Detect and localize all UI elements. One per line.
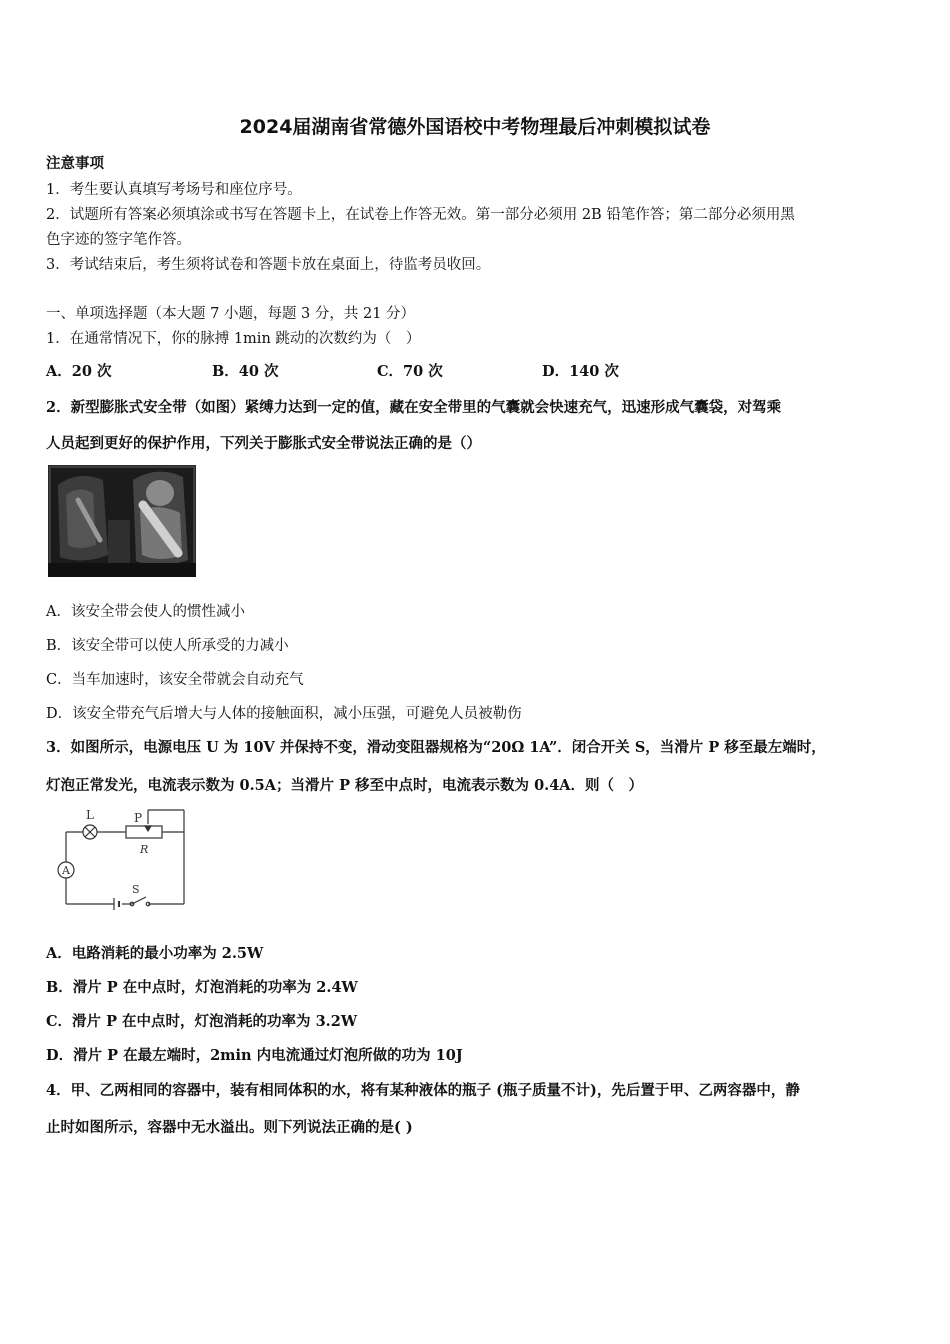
question-3-option-b: B．滑片 P 在中点时，灯泡消耗的功率为 2.4W: [46, 979, 358, 996]
question-4-stem: 止时如图所示，容器中无水溢出。则下列说法正确的是( ): [46, 1119, 413, 1136]
question-2-option-c: C．当车加速时，该安全带就会自动充气: [46, 672, 304, 688]
option-c: C．70 次: [377, 363, 443, 380]
question-1-stem: 1．在通常情况下，你的脉搏 1min 跳动的次数约为（ ）: [46, 331, 421, 347]
notice-line: 2．试题所有答案必须填涂或书写在答题卡上，在试卷上作答无效。第一部分必须用 2B 铅笔作答；第二部分必须用黑: [46, 207, 795, 223]
circuit-diagram: [52, 806, 192, 916]
slider-label: P: [134, 811, 143, 825]
question-2-stem: 2．新型膨胀式安全带（如图）紧缚力达到一定的值，藏在安全带里的气囊就会快速充气，迅速形成气囊袋，对驾乘: [46, 399, 782, 416]
question-3-stem: 3．如图所示，电源电压 U 为 10V 并保持不变，滑动变阻器规格为“20Ω 1A”．闭合开关 S，当滑片 P 移至最左端时，: [46, 739, 826, 756]
question-4-stem: 4．甲、乙两相同的容器中，装有相同体积的水，将有某种液体的瓶子 (瓶子质量不计)，先后置于甲、乙两容器中，静: [46, 1082, 800, 1099]
question-3-stem: 灯泡正常发光，电流表示数为 0.5A；当滑片 P 移至中点时，电流表示数为 0.4A．则（ ）: [46, 777, 644, 794]
exam-title: 2024届湖南省常德外国语校中考物理最后冲刺模拟试卷: [239, 116, 711, 138]
question-2-option-a: A．该安全带会使人的惯性减小: [46, 604, 245, 620]
resistor-label: R: [140, 843, 149, 856]
option-b: B．40 次: [212, 363, 279, 380]
question-3-option-a: A．电路消耗的最小功率为 2.5W: [46, 945, 264, 962]
notice-heading: 注意事项: [46, 155, 104, 172]
question-2-option-d: D．该安全带充气后增大与人体的接触面积，减小压强，可避免人员被勒伤: [46, 706, 522, 722]
switch-label: S: [132, 883, 140, 896]
option-d: D．140 次: [542, 363, 619, 380]
ammeter-label: A: [62, 864, 70, 877]
question-2-option-b: B．该安全带可以使人所承受的力减小: [46, 638, 289, 654]
question-3-option-c: C．滑片 P 在中点时，灯泡消耗的功率为 3.2W: [46, 1013, 358, 1030]
notice-line: 3．考试结束后，考生须将试卷和答题卡放在桌面上，待监考员收回。: [46, 257, 491, 273]
question-3-option-d: D．滑片 P 在最左端时，2min 内电流通过灯泡所做的功为 10J: [46, 1047, 463, 1064]
section-heading: 一、单项选择题（本大题 7 小题，每题 3 分，共 21 分）: [46, 306, 416, 322]
lamp-label: L: [86, 808, 94, 822]
notice-line: 色字迹的签字笔作答。: [46, 232, 191, 248]
question-2-stem: 人员起到更好的保护作用，下列关于膨胀式安全带说法正确的是（）: [46, 435, 481, 452]
notice-line: 1．考生要认真填写考场号和座位序号。: [46, 182, 302, 198]
seatbelt-photo: [48, 465, 196, 577]
option-a: A．20 次: [46, 363, 112, 380]
